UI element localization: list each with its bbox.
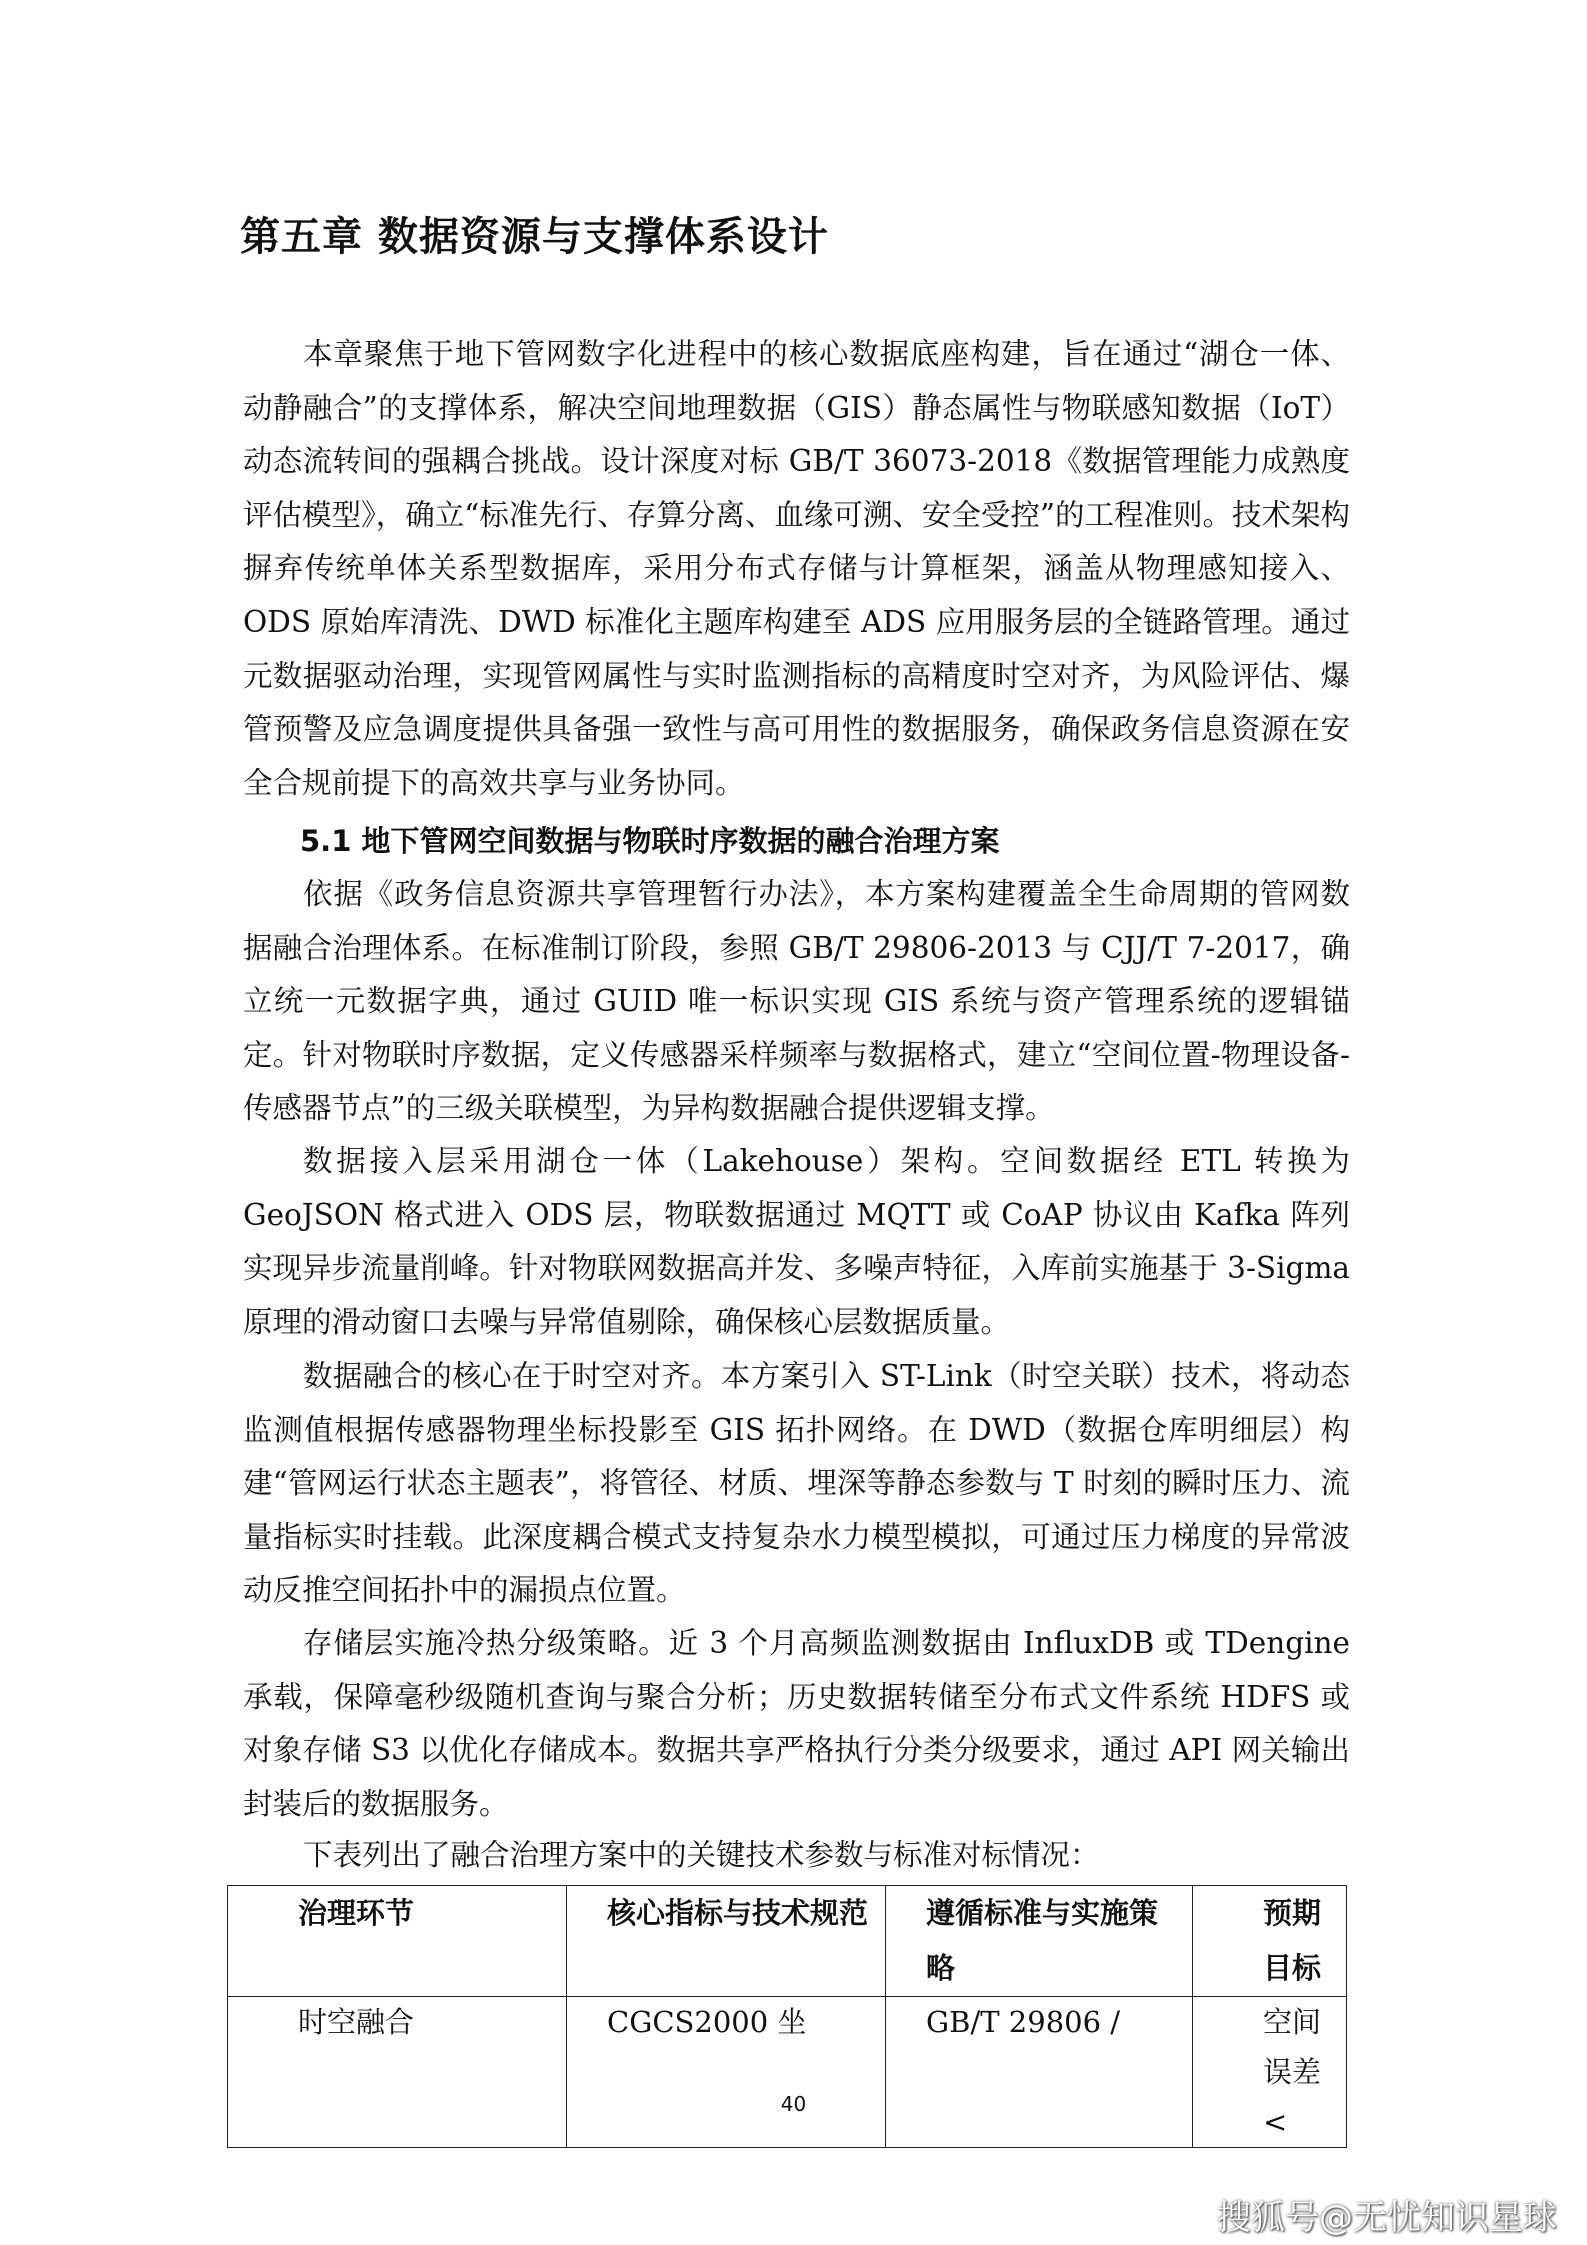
paragraph-table-intro: 下表列出了融合治理方案中的关键技术参数与标准对标情况： [303, 1838, 1100, 1872]
intro-paragraph: 本章聚焦于地下管网数字化进程中的核心数据底座构建，旨在通过“湖仓一体、动静融合”的支撑体系，解决空间地理数据（GIS）静态属性与物联感知数据（IoT）动态流转间的强耦合挑战。设计深度对标 GB/T 36073-2018《数据管理能力成熟度评估模型》，确立“标准先行、存算分离、血缘可溯、安全受控”的工程准则。技术架构摒弃传统单体关系型数据库，采用分布式存储与计算框架，涵盖从物理感知接入、ODS 原始库清洗、DWD 标准化主题库构建至 ADS 应用服务层的全链路管理。通过元数据驱动治理，实现管网属性与实时监测指标的高精度时空对齐，为风险评估、爆管预警及应急调度提供具备强一致性与高可用性的数据服务，确保政务信息资源在安全合规前提下的高效共享与业务协同。 [243, 337, 1350, 800]
table-cell: CGCS2000 坐 [567, 1997, 886, 2148]
table-header-cell: 核心指标与技术规范 [567, 1886, 886, 1997]
table-row [228, 1997, 1347, 2148]
paragraph-ingestion: 数据接入层采用湖仓一体（Lakehouse）架构。空间数据经 ETL 转换为 GeoJSON 格式进入 ODS 层，物联数据通过 MQTT 或 CoAP 协议由 Kafka 阵列实现异步流量削峰。针对物联网数据高并发、多噪声特征，入库前实施基于 3-Sigma 原理的滑动窗口去噪与异常值剔除，确保核心层数据质量。 [243, 1144, 1350, 1339]
table-header-cell: 治理环节 [228, 1886, 567, 1997]
table-cell: 空间误差 < [1193, 1997, 1347, 2148]
table-header-cell: 遵循标准与实施策略 [886, 1886, 1193, 1997]
chapter-title: 第五章 数据资源与支撑体系设计 [240, 214, 829, 260]
paragraph-standards: 依据《政务信息资源共享管理暂行办法》，本方案构建覆盖全生命周期的管网数据融合治理体系。在标准制订阶段，参照 GB/T 29806-2013 与 CJJ/T 7-2017，确立统一元数据字典，通过 GUID 唯一标识实现 GIS 系统与资产管理系统的逻辑锚定。针对物联时序数据，定义传感器采样频率与数据格式，建立“空间位置-物理设备-传感器节点”的三级关联模型，为异构数据融合提供逻辑支撑。 [243, 877, 1350, 1126]
paragraph-storage: 存储层实施冷热分级策略。近 3 个月高频监测数据由 InfluxDB 或 TDengine 承载，保障毫秒级随机查询与聚合分析；历史数据转储至分布式文件系统 HDFS 或对象存储 S3 以优化存储成本。数据共享严格执行分类分级要求，通过 API 网关输出封装后的数据服务。 [243, 1626, 1350, 1821]
table-header-row [228, 1886, 1347, 1997]
table-header-cell: 预期目标 [1193, 1886, 1347, 1997]
paragraph-fusion: 数据融合的核心在于时空对齐。本方案引入 ST-Link（时空关联）技术，将动态监测值根据传感器物理坐标投影至 GIS 拓扑网络。在 DWD（数据仓库明细层）构建“管网运行状态主题表”，将管径、材质、埋深等静态参数与 T 时刻的瞬时压力、流量指标实时挂载。此深度耦合模式支持复杂水力模型模拟，可通过压力梯度的异常波动反推空间拓扑中的漏损点位置。 [243, 1359, 1350, 1608]
section-heading: 5.1 地下管网空间数据与物联时序数据的融合治理方案 [300, 824, 1000, 858]
page-number: 40 [780, 2092, 807, 2116]
table-cell: GB/T 29806 / [886, 1997, 1193, 2148]
table-cell: 时空融合 [228, 1997, 567, 2148]
watermark: 搜狐号@无忧知识星球 [1217, 2198, 1557, 2238]
